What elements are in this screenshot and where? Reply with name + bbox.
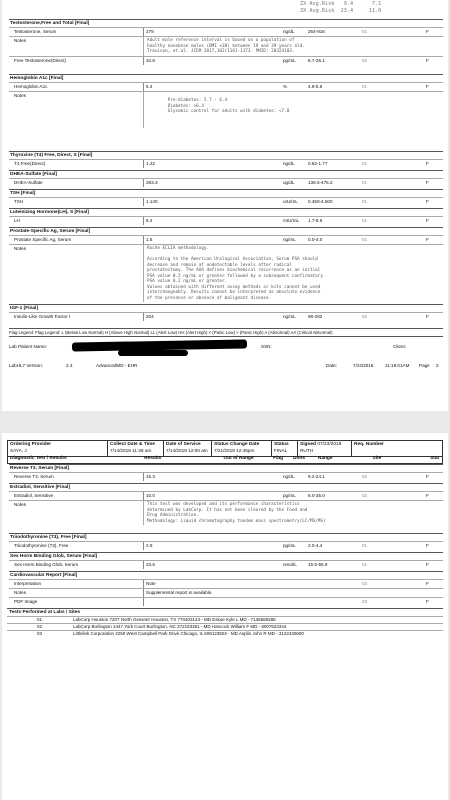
test-name: DHEA-Sulfate: [14, 180, 43, 185]
test-result: 23.6: [143, 561, 283, 569]
section-tsh: [9, 189, 443, 206]
result-row: [9, 216, 443, 225]
result-row: [9, 491, 443, 500]
status-change-cell: [212, 441, 272, 456]
result-row: [9, 178, 443, 187]
test-unit: ng/mL: [283, 237, 296, 242]
page-number: 2: [436, 363, 439, 368]
time-value: 11:18:01AM: [385, 363, 410, 368]
test-site: 01: [362, 543, 368, 548]
test-unit: mIU/mL: [283, 218, 300, 223]
signed-cell: [298, 441, 352, 456]
test-range: 0.0-4.0: [308, 237, 323, 242]
test-name: Estradiol, Sensitive: [14, 493, 54, 498]
notes-text: Pre-diabetes: 5.7 - 6.4 Diabetes: >6.4 Glycemic control for adults with diabetes: <7.0: [143, 92, 373, 128]
site-row: [7, 630, 443, 637]
test-range: 9.2-24.1: [308, 474, 325, 479]
column-header-row: [7, 455, 443, 464]
test-range: 0.450-4.500: [308, 199, 333, 204]
test-range: [308, 598, 362, 606]
site-code: 01: [37, 617, 43, 622]
test-name: Insulin-Like Growth Factor I: [14, 314, 71, 319]
section-title: Estradiol, Sensitive [Final]: [9, 483, 443, 491]
col-units: Units: [293, 456, 306, 461]
status-value: FINAL: [274, 447, 288, 453]
signed-label-text: Signed: [300, 442, 316, 447]
section-lh: [9, 208, 443, 225]
test-range: 4.8-5.6: [308, 84, 323, 89]
date-label: Date:: [326, 363, 337, 368]
section-title: IGF-1 [Final]: [9, 304, 443, 312]
section-title: Thyroxine (T4) Free, Direct, S [Final]: [9, 151, 443, 159]
test-range: 2.0-4.4: [308, 543, 323, 548]
section-title: DHEA-Sulfate [Final]: [9, 170, 443, 178]
test-stat: F: [426, 562, 429, 567]
test-range: 138.5-475.2: [308, 180, 333, 185]
section-shbg: [9, 552, 443, 569]
provider-cell: [8, 441, 108, 456]
test-result: 5.4: [143, 83, 283, 91]
result-row: [9, 472, 443, 481]
test-name: TSH: [14, 199, 24, 204]
provider-value: SAYA, J: [10, 447, 27, 453]
test-site: 01: [362, 180, 368, 185]
test-site: 02: [362, 493, 368, 498]
test-range: [308, 580, 362, 588]
risk-line: ZX Avg.Risk 9.4 7.1: [300, 1, 382, 7]
service-label: Date of Service: [166, 442, 201, 447]
test-unit: pg/mL: [283, 493, 296, 498]
test-result: Supplemental report is available.: [143, 589, 373, 597]
test-name: Reverse T3, Serum: [14, 474, 54, 479]
test-result: [143, 598, 283, 606]
notes-block: [9, 36, 443, 56]
result-row: [9, 312, 443, 321]
req-cell: [352, 441, 442, 456]
site-text: LabCorp Burlington 1447 York Court Burlington, NC 272153361 - MD Hancock William F MD - 8007624344: [73, 624, 287, 629]
test-stat: F: [426, 543, 429, 548]
test-site: 01: [362, 562, 368, 567]
test-unit: ng/dL: [283, 161, 295, 166]
col-flag: Flag: [273, 456, 284, 461]
section-dhea: [9, 170, 443, 187]
status-change-label: Status Change Date: [214, 442, 260, 447]
col-results: Results: [144, 456, 162, 461]
test-result: 1.140: [143, 198, 283, 206]
client-label: Client:: [393, 344, 407, 349]
service-value: 7/14/2018 12:00 am: [166, 447, 208, 453]
test-stat: F: [426, 493, 429, 498]
result-row: [9, 235, 443, 244]
test-site: 01: [362, 84, 368, 89]
section-hemoglobin-a1c: [9, 74, 443, 128]
test-stat: F: [426, 218, 429, 223]
test-result: 15.3: [143, 473, 283, 481]
signed-by: RUTH: [300, 447, 314, 453]
flag-legend: Flag Legend: Flag Legend: L (Below Low Normal) H (Above High Normal) LL (Alert Low) HH (Alert High) < (Panic Low) > (Panic High) A (Abnormal) AA (Critical Abnormal): [9, 328, 443, 337]
notes-block: [9, 244, 443, 302]
site-row: [7, 616, 443, 623]
status-cell: [272, 441, 298, 456]
version-value: 2.3: [66, 363, 73, 368]
section-cardiovascular: [9, 571, 443, 606]
lab-patient-label: Lab Patient Name:: [9, 344, 48, 349]
test-name: Triiodothyronine (T3), Free: [14, 543, 69, 548]
test-stat: F: [426, 180, 429, 185]
collect-label: Collect Date & Time: [110, 442, 155, 447]
notes-text: Roche ECLIA methodology. According to the American Urological Association, Serum PSA should decrease and remain at undetectable levels after radical prostatectomy. The AUA defines biochemical recurrence as an initial PSA value 0.2 ng/mL or greater followed by a subsequent confirmatory PSA value 0.2 ng/mL or greater. Values obtained with different assay methods or kits cannot be used interchangeably. Results cannot be interpreted as absolute evidence of the presence or absence of malignant disease.: [143, 245, 373, 302]
notes-text: Adult male reference interval is based on a population of healthy nonobese males (BMI <30) between 19 and 39 years old. Travison, et.al. JCEM 2017,102(1161-1173. PMID: 28324103.: [143, 37, 373, 56]
site-code: 03: [37, 631, 43, 636]
test-stat: F: [426, 581, 429, 586]
test-result: 2.9: [143, 542, 283, 550]
test-unit: ng/dL: [283, 29, 295, 34]
result-row: [9, 56, 443, 65]
test-site: 02: [362, 474, 368, 479]
test-result: 283.3: [143, 179, 283, 187]
test-stat: F: [426, 199, 429, 204]
test-site: 01: [362, 218, 368, 223]
test-result: 10.0: [143, 492, 283, 500]
test-name: Hemoglobin A1c: [14, 84, 48, 89]
test-stat: F: [426, 237, 429, 242]
test-result: Note: [143, 580, 283, 588]
version-label: LabHL7 Version:: [9, 363, 43, 368]
col-stat: Stat: [430, 456, 440, 461]
section-title: Triiodothyronine (T3), Free [Final]: [9, 533, 443, 541]
test-name: PDF Image: [14, 599, 38, 604]
test-site: 01: [362, 199, 368, 204]
test-range: 16.5-55.9: [308, 562, 328, 567]
test-site: 02: [362, 57, 368, 63]
test-site: 03: [362, 581, 368, 586]
result-row: [9, 197, 443, 206]
test-result: 204: [143, 313, 283, 321]
test-unit: %: [283, 84, 288, 89]
section-title: Testosterone,Free and Total [Final]: [9, 19, 443, 27]
date-value: 7/23/2018: [353, 363, 374, 368]
test-range: 8.7-25.1: [308, 57, 325, 63]
result-row: [9, 27, 443, 36]
section-t3-free: [9, 533, 443, 550]
test-stat: F: [426, 84, 429, 89]
site-code: 02: [37, 624, 43, 629]
site-text: LabCorp Houston 7207 North Gessner Houston, TX 770403143 - MD Eskue Kyle L MD - 7136568288: [73, 617, 276, 622]
test-stat: F: [426, 314, 429, 319]
vendor-text: AdvancedMD - EHR: [96, 363, 138, 368]
page-footer: [9, 362, 443, 370]
test-result: 6.4: [143, 217, 283, 225]
test-result: 279: [143, 28, 283, 36]
test-unit: [283, 580, 308, 588]
test-range: 264-916: [308, 29, 325, 34]
redaction-bar: [118, 350, 188, 356]
test-range: 0.82-1.77: [308, 161, 328, 166]
section-title: Cardiovascular Report [Final]: [9, 571, 443, 579]
test-stat: F: [426, 57, 429, 63]
result-row: [9, 588, 443, 597]
status-change-value: 7/21/2018 12:45pm: [214, 447, 255, 453]
result-row: [9, 597, 443, 606]
page-label: Page: [419, 363, 430, 368]
report-page-2: [2, 433, 448, 800]
section-title: Reverse T3, Serum [Final]: [9, 464, 443, 472]
test-site: 02: [362, 314, 368, 319]
req-label: Req. Number: [354, 442, 384, 447]
section-thyroxine: [9, 151, 443, 168]
test-range: 98-282: [308, 314, 323, 319]
test-site: 01: [362, 161, 368, 166]
test-result: 10.8: [143, 57, 283, 65]
site-row: [7, 623, 443, 630]
test-stat: F: [426, 599, 429, 604]
test-result: 1.22: [143, 160, 283, 168]
section-title: Sex Horm Binding Glob, Serum [Final]: [9, 552, 443, 560]
site-text: Littlelink Corporation 2250 West Campbell Park Drive Chicago, IL 606123502 - MD Asplin John R MD - 3122430600: [73, 631, 304, 636]
result-row: [9, 159, 443, 168]
section-estradiol: [9, 483, 443, 525]
test-name: Free Testosterone(Direct): [14, 57, 66, 63]
risk-line: 3X Avg.Risk 23.4 11.0: [300, 8, 382, 14]
test-name: Testosterone, Serum: [14, 29, 57, 34]
sites-table: [7, 608, 443, 637]
section-title: Hemoglobin A1c [Final]: [9, 74, 443, 82]
notes-block: [9, 91, 443, 128]
test-unit: nmol/L: [283, 562, 297, 567]
col-out-of-range: Out of Range: [223, 456, 254, 461]
test-name: Sex Horm Binding Glob, Serum: [14, 562, 79, 567]
col-diagnostic: Diagnostic Test / Results: [10, 456, 67, 461]
notes-label: Notes: [14, 502, 27, 507]
test-name: Notes: [14, 590, 27, 595]
test-unit: ug/dL: [283, 180, 295, 185]
notes-label: Notes: [14, 38, 27, 43]
section-title: Luteinizing Hormone(LH), S [Final]: [9, 208, 443, 216]
notes-block: [9, 500, 443, 525]
risk-table-fragment: [2, 0, 448, 19]
test-stat: F: [426, 29, 429, 34]
section-reverse-t3: [9, 464, 443, 481]
test-range: 1.7-8.6: [308, 218, 323, 223]
test-range: 8.0-35.0: [308, 493, 325, 498]
collect-cell: [108, 441, 164, 456]
status-label: Status: [274, 442, 289, 447]
result-row: [9, 560, 443, 569]
result-row: [9, 82, 443, 91]
ssn-label: SSN:: [261, 344, 272, 349]
test-unit: ng/dL: [283, 474, 295, 479]
test-stat: F: [426, 161, 429, 166]
test-stat: F: [426, 474, 429, 479]
section-igf1: [9, 304, 443, 321]
signed-date: 07/23/2018: [317, 442, 342, 447]
section-title: Prostate-Specific Ag, Serum [Final]: [9, 227, 443, 235]
test-unit: [283, 598, 308, 606]
result-row: [9, 541, 443, 550]
col-site: Site: [372, 456, 382, 461]
test-unit: pg/mL: [283, 543, 296, 548]
provider-label: Ordering Provider: [10, 442, 52, 447]
report-page-1: [2, 0, 448, 411]
notes-text: This test was developed and its performance characteristics determined by LabCorp. It has not been cleared by the Food and Drug Administration. Methodology: Liquid chromatography tandem mass spectrometry(LC/MS/MS): [143, 501, 373, 525]
test-site: 03: [362, 599, 368, 604]
notes-label: Notes: [14, 93, 27, 98]
test-site: 01: [362, 29, 368, 34]
section-title: TSH [Final]: [9, 189, 443, 197]
test-site: 01: [362, 237, 368, 242]
notes-label: Notes: [14, 246, 27, 251]
test-unit: pg/mL: [283, 57, 296, 63]
service-cell: [164, 441, 212, 456]
test-unit: ng/mL: [283, 314, 296, 319]
test-name: Interpretation: [14, 581, 42, 586]
test-name: LH: [14, 218, 20, 223]
col-range: Range: [317, 456, 333, 461]
test-name: Prostate Specific Ag, Serum: [14, 237, 72, 242]
test-unit: uIU/mL: [283, 199, 298, 204]
result-row: [9, 579, 443, 588]
section-testosterone: [9, 19, 443, 65]
section-psa: [9, 227, 443, 302]
test-result: 1.5: [143, 236, 283, 244]
sites-title: Tests Performed at Labs / Sites: [7, 608, 443, 616]
test-name: T4,Free(Direct): [14, 161, 46, 166]
collect-value: 7/14/2018 11:29 am: [110, 447, 152, 453]
